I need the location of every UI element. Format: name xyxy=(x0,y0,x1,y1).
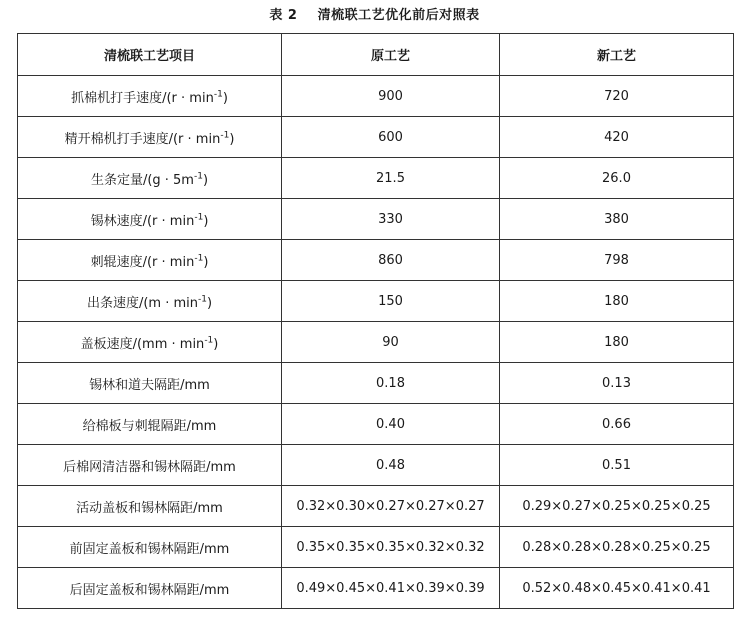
unit-exponent: -1 xyxy=(197,294,207,305)
table-caption: 表 2 清梳联工艺优化前后对照表 xyxy=(269,8,480,23)
new-value-cell: 0.51 xyxy=(500,445,734,486)
unit-close-paren: ) xyxy=(203,213,209,229)
new-value-cell: 0.52×0.48×0.45×0.41×0.41 xyxy=(500,568,734,609)
process-item-label: 前固定盖板和锡林隔距/mm xyxy=(69,541,230,557)
new-value-cell: 420 xyxy=(500,117,734,158)
process-item-label: 刺辊速度/(r · min xyxy=(90,254,195,270)
original-value-cell: 900 xyxy=(282,76,500,117)
process-item-cell xyxy=(18,240,282,281)
process-item-cell xyxy=(18,404,282,445)
original-value-cell: 860 xyxy=(282,240,500,281)
table-row xyxy=(18,527,734,568)
table-row xyxy=(18,76,734,117)
unit-exponent: -1 xyxy=(204,335,214,346)
unit-close-paren: ) xyxy=(222,90,228,106)
unit-close-paren: ) xyxy=(202,172,209,188)
process-item-label: 出条速度/(m · min xyxy=(86,295,198,311)
table-row xyxy=(18,445,734,486)
original-value-cell: 0.32×0.30×0.27×0.27×0.27 xyxy=(282,486,500,527)
process-item-label: 精开棉机打手速度/(r · min xyxy=(64,131,221,147)
new-value-cell: 0.29×0.27×0.25×0.25×0.25 xyxy=(500,486,734,527)
original-value-cell: 150 xyxy=(282,281,500,322)
new-value-cell: 0.66 xyxy=(500,404,734,445)
process-item-cell xyxy=(18,527,282,568)
new-value-cell: 0.13 xyxy=(500,363,734,404)
original-value-cell: 90 xyxy=(282,322,500,363)
process-item-cell xyxy=(18,281,282,322)
process-item-cell xyxy=(18,445,282,486)
unit-close-paren: ) xyxy=(229,131,235,147)
process-item-cell xyxy=(18,322,282,363)
new-value-cell: 0.28×0.28×0.28×0.25×0.25 xyxy=(500,527,734,568)
process-item-cell xyxy=(18,568,282,609)
process-item-label: 后棉网清洁器和锡林隔距/mm xyxy=(63,459,236,475)
process-item-label: 活动盖板和锡林隔距/mm xyxy=(76,500,223,516)
process-item-cell xyxy=(18,158,282,199)
process-item-label: 生条定量/(g · 5m xyxy=(90,172,194,188)
header-original-process: 原工艺 xyxy=(282,34,500,76)
process-item-cell xyxy=(18,363,282,404)
unit-close-paren: ) xyxy=(206,295,213,311)
new-value-cell: 26.0 xyxy=(500,158,734,199)
table-row xyxy=(18,117,734,158)
table-row xyxy=(18,404,734,445)
original-value-cell: 0.40 xyxy=(282,404,500,445)
new-value-cell: 380 xyxy=(500,199,734,240)
table-row xyxy=(18,363,734,404)
process-item-label: 抓棉机打手速度/(r · min xyxy=(71,90,214,106)
original-value-cell: 0.49×0.45×0.41×0.39×0.39 xyxy=(282,568,500,609)
process-item-label: 锡林速度/(r · min xyxy=(90,213,195,229)
unit-close-paren: ) xyxy=(213,336,219,352)
unit-exponent: -1 xyxy=(220,130,230,141)
original-value-cell: 0.18 xyxy=(282,363,500,404)
process-item-cell xyxy=(18,199,282,240)
original-value-cell: 0.35×0.35×0.35×0.32×0.32 xyxy=(282,527,500,568)
process-item-cell xyxy=(18,117,282,158)
unit-close-paren: ) xyxy=(203,254,209,270)
table-row xyxy=(18,322,734,363)
unit-exponent: -1 xyxy=(213,89,223,100)
header-process-item: 清梳联工艺项目 xyxy=(18,34,282,76)
process-item-cell xyxy=(18,486,282,527)
new-value-cell: 798 xyxy=(500,240,734,281)
table-row xyxy=(18,281,734,322)
process-item-label: 锡林和道夫隔距/mm xyxy=(89,377,210,393)
process-item-cell xyxy=(18,76,282,117)
unit-exponent: -1 xyxy=(193,171,203,182)
original-value-cell: 21.5 xyxy=(282,158,500,199)
unit-exponent: -1 xyxy=(194,253,204,264)
table-header-row xyxy=(18,34,734,76)
process-item-label: 给棉板与刺辊隔距/mm xyxy=(82,418,217,434)
original-value-cell: 330 xyxy=(282,199,500,240)
table-row xyxy=(18,568,734,609)
process-item-label: 盖板速度/(mm · min xyxy=(80,336,205,352)
header-new-process: 新工艺 xyxy=(500,34,734,76)
table-row xyxy=(18,240,734,281)
table-row xyxy=(18,158,734,199)
original-value-cell: 600 xyxy=(282,117,500,158)
table-body xyxy=(18,76,734,609)
unit-exponent: -1 xyxy=(194,212,204,223)
new-value-cell: 180 xyxy=(500,281,734,322)
new-value-cell: 720 xyxy=(500,76,734,117)
original-value-cell: 0.48 xyxy=(282,445,500,486)
table-row xyxy=(18,486,734,527)
table-row xyxy=(18,199,734,240)
process-comparison-table xyxy=(17,33,734,609)
new-value-cell: 180 xyxy=(500,322,734,363)
process-item-label: 后固定盖板和锡林隔距/mm xyxy=(69,582,230,598)
